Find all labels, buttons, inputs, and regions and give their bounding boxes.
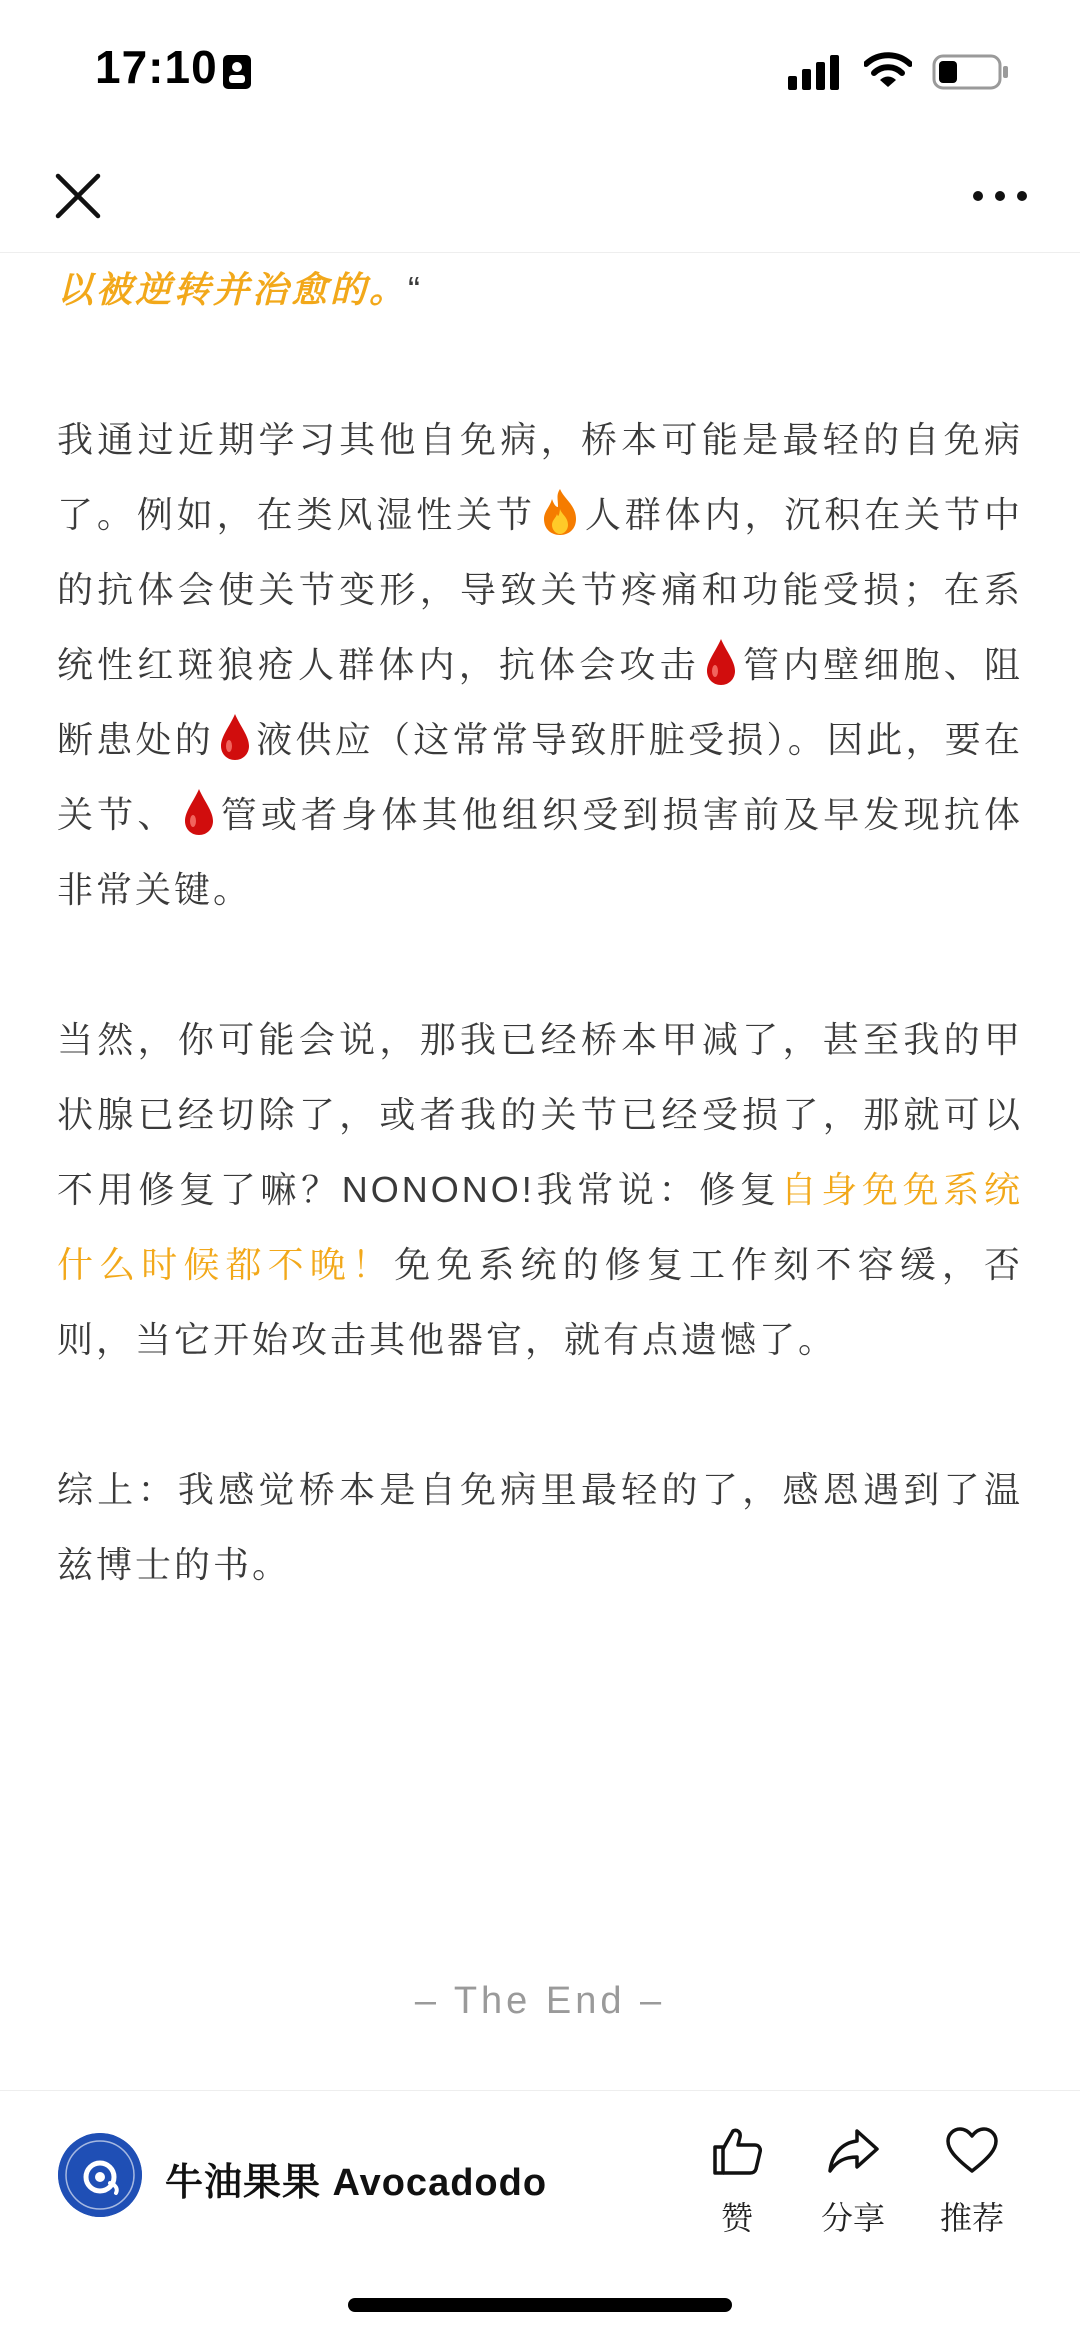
paragraph-repair (57, 1002, 1023, 1377)
text: 管内壁细胞、阻断患处的 (57, 644, 1023, 760)
recommend-label: 推荐 (939, 2200, 1004, 2236)
battery-icon (932, 52, 1010, 92)
thumbs-up-icon (709, 2123, 765, 2179)
paragraph-autoimmune (57, 402, 1023, 927)
text: 免免系统的修复工作刻不容缓，否则，当它开始攻击其他器官，就有点遗憾了。 (57, 1244, 1023, 1360)
home-indicator[interactable] (348, 2298, 732, 2312)
status-bar (0, 0, 1080, 140)
text: 管或者身体其他组织受到损害前及早发现抗体非常关键。 (57, 794, 1023, 910)
paragraph-intro-tail (57, 252, 1023, 327)
fire-icon (538, 487, 582, 537)
wifi-icon (864, 50, 912, 90)
paragraph-summary: 综上：我感觉桥本是自免病里最轻的了，感恩遇到了温兹博士的书。 (57, 1469, 1023, 1585)
share-label: 分享 (820, 2200, 885, 2236)
text: 我通过近期学习其他自免病，桥本可能是最轻的自免病了。例如，在类风湿性关节 (57, 419, 1023, 535)
like-label: 赞 (720, 2200, 753, 2236)
close-icon[interactable] (52, 170, 104, 222)
share-arrow-icon (825, 2123, 881, 2179)
blood-drop-icon (182, 787, 216, 837)
status-time: 17:10 (95, 41, 218, 93)
quote-mark: “ (408, 269, 424, 310)
share-button[interactable] (803, 2123, 903, 2239)
heart-icon (944, 2123, 1000, 2179)
avocadodo-logo-icon[interactable] (58, 2133, 142, 2217)
the-end-label: – The End – (414, 1980, 666, 2022)
more-options-icon[interactable] (970, 182, 1030, 210)
recommend-button[interactable] (922, 2123, 1022, 2239)
text: 液供应（这常常导致肝脏受损）。因此，要在关节、 (57, 719, 1023, 835)
text: 人群体内，沉积在关节中的抗体会使关节变形，导致关节疼痛和功能受损；在系统性红斑狼疮人群体内，抗体会攻击 (57, 494, 1023, 685)
like-button[interactable] (687, 2123, 787, 2239)
author-name[interactable]: 牛油果果 Avocadodo (165, 2162, 548, 2204)
cellular-signal-icon (788, 54, 844, 92)
text: 当然，你可能会说，那我已经桥本甲减了，甚至我的甲状腺已经切除了，或者我的关节已经受损了，那就可以不用修复了嘛？NONONO!我常说：修复 (57, 1019, 1023, 1210)
blood-drop-icon (218, 712, 252, 762)
highlight-text: 以被逆转并治愈的。 (57, 269, 409, 310)
article-body (57, 252, 1023, 1602)
highlight-text: 自身免免系统什么时候都不晚！ (57, 1169, 1023, 1285)
id-card-icon (222, 54, 252, 90)
top-nav-bar (0, 140, 1080, 253)
bottom-author-bar (0, 2090, 1080, 2251)
blood-drop-icon (704, 637, 738, 687)
